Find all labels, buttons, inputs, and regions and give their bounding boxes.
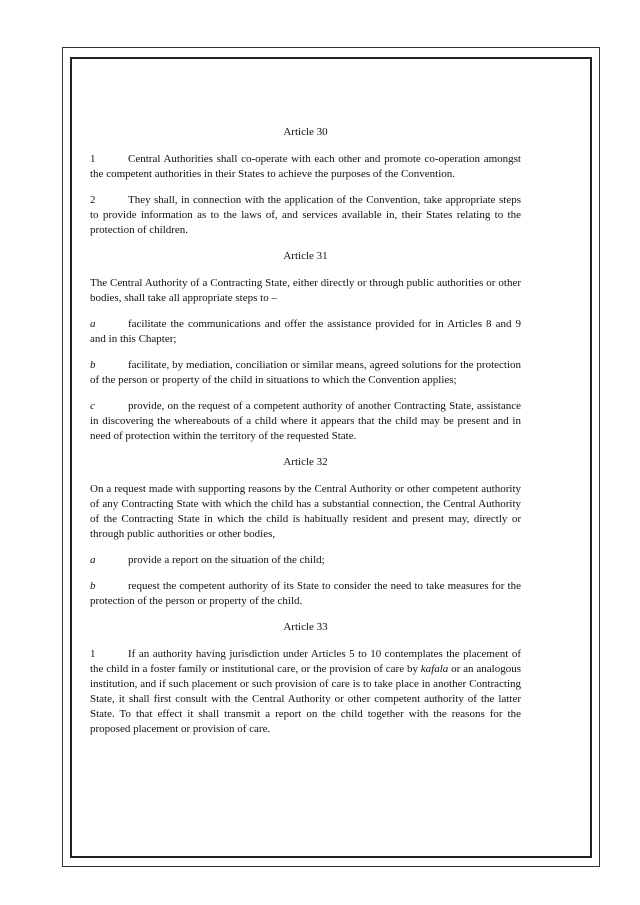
item-letter: b — [90, 580, 96, 592]
article-31-item-b — [90, 358, 521, 388]
article-32-heading: Article 32 — [283, 456, 328, 468]
paragraph-number: 1 — [90, 153, 96, 165]
item-letter: b — [90, 359, 96, 371]
article-31-heading: Article 31 — [283, 250, 328, 262]
item-text: facilitate, by mediation, conciliation or similar means, agreed solutions for the protection of the person or property of the child in situations to which the Convention applies; — [90, 359, 521, 386]
item-letter: a — [90, 318, 96, 330]
paragraph-text-end: or an analogous institution, and if such placement or such provision of care is to take place in another Contracting State, it shall first consult with the Central Authority or other competent authority of the latter State. To that effect it shall transmit a report on the child together with the reasons for the proposed placement or provision of care. — [90, 663, 521, 735]
article-31-item-c — [90, 399, 521, 444]
article-33-paragraph-1 — [90, 647, 521, 737]
article-32-intro: On a request made with supporting reasons by the Central Authority or other competent authority of any Contracting State with which the child has a substantial connection, the Central Authority of the Contracting State in which the child is habitually resident and present may, directly or through public authorities or other bodies, — [90, 483, 521, 540]
article-31-item-a — [90, 317, 521, 347]
article-33-heading: Article 33 — [283, 621, 328, 633]
article-32-item-a — [90, 553, 521, 568]
paragraph-number: 2 — [90, 194, 96, 206]
item-text: request the competent authority of its State to consider the need to take measures for the protection of the person or property of the child. — [90, 580, 521, 607]
item-letter: a — [90, 554, 96, 566]
article-30-paragraph-2 — [90, 193, 521, 238]
article-30-heading: Article 30 — [283, 126, 328, 138]
paragraph-text: Central Authorities shall co-operate with each other and promote co-operation amongst the competent authorities in their States to achieve the purposes of the Convention. — [90, 153, 521, 180]
article-32-item-b — [90, 579, 521, 609]
paragraph-number: 1 — [90, 648, 96, 660]
item-text: provide a report on the situation of the child; — [128, 554, 325, 566]
article-30-paragraph-1 — [90, 152, 521, 182]
kafala-term: kafala — [420, 663, 449, 675]
item-letter: c — [90, 400, 95, 412]
article-31-intro: The Central Authority of a Contracting State, either directly or through public authorities or other bodies, shall take all appropriate steps to – — [90, 277, 521, 304]
paragraph-text-start: If an authority having jurisdiction under Articles 5 to 10 contemplates the placement of the child in a foster family or institutional care, or the provision of care by — [90, 648, 521, 675]
paragraph-text: They shall, in connection with the application of the Convention, take appropriate steps to provide information as to the laws of, and services available in, their States relating to the protection of children. — [90, 194, 521, 236]
item-text: facilitate the communications and offer the assistance provided for in Articles 8 and 9 and in this Chapter; — [90, 318, 521, 345]
item-text: provide, on the request of a competent authority of another Contracting State, assistance in discovering the whereabouts of a child where it appears that the child may be present and in need of protection within the territory of the requested State. — [90, 400, 521, 442]
document-body — [90, 125, 521, 748]
